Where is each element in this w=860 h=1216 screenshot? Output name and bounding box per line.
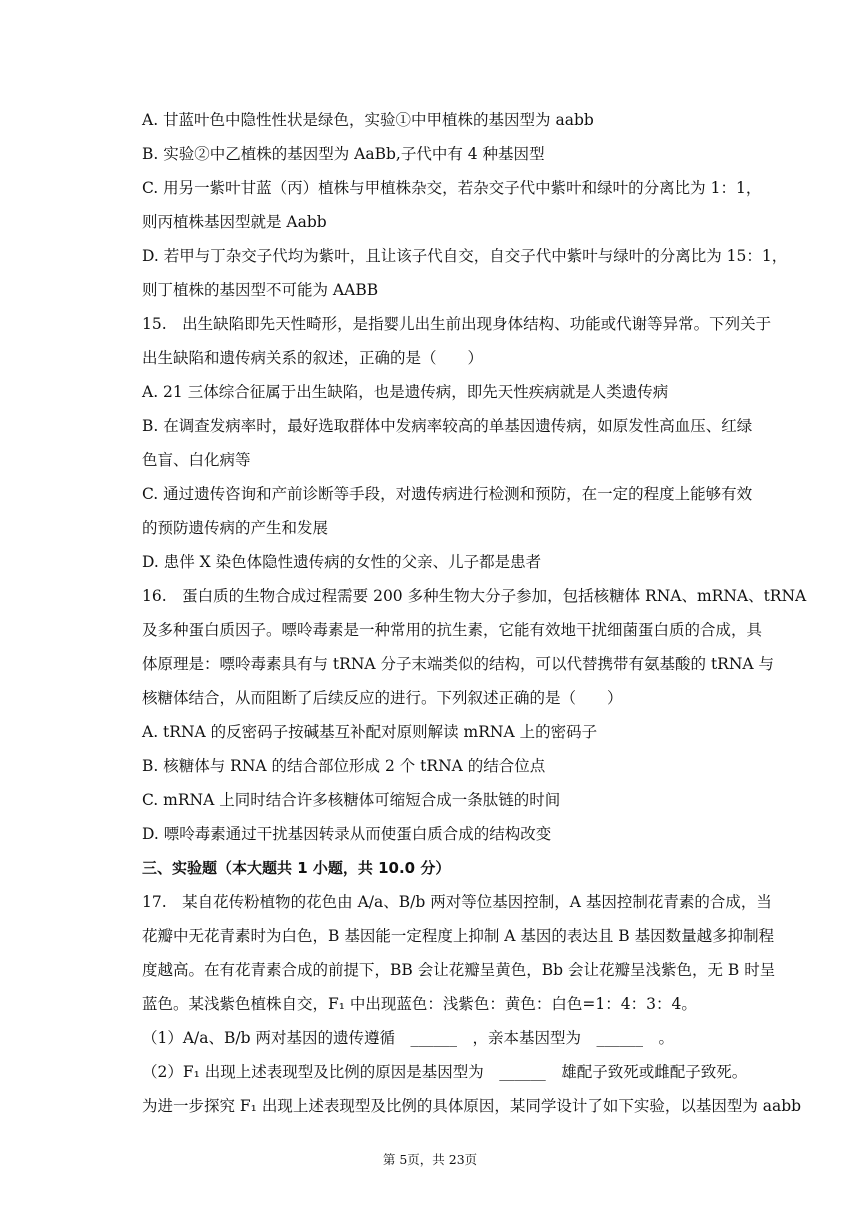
question-17-part-2: （2）F₁ 出现上述表现型及比例的原因是基因型为 ______ 雄配子致死或雌配子致死。 — [142, 1063, 748, 1081]
question-16-cont-3: 核糖体结合，从而阻断了后续反应的进行。下列叙述正确的是（ ） — [142, 689, 623, 707]
option-15d: D. 患伴 X 染色体隐性遗传病的女性的父亲、儿子都是患者 — [142, 553, 542, 571]
question-17-cont-2: 度越高。在有花青素合成的前提下，BB 会让花瓣呈黄色，Bb 会让花瓣呈浅紫色，无 B 时呈 — [142, 961, 776, 979]
question-17-part-1: （1）A/a、B/b 两对基因的遗传遵循 ______ ，亲本基因型为 ______ 。 — [142, 1029, 674, 1047]
section-heading-experiment: 三、实验题（本大题共 1 小题，共 10.0 分） — [142, 859, 451, 877]
option-14b: B. 实验②中乙植株的基因型为 AaBb,子代中有 4 种基因型 — [142, 145, 545, 163]
question-17-cont-1: 花瓣中无花青素时为白色，B 基因能一定程度上抑制 A 基因的表达且 B 基因数量越多抑制程 — [142, 927, 775, 945]
question-16-cont-2: 体原理是：嘌呤毒素具有与 tRNA 分子末端类似的结构，可以代替携带有氨基酸的 tRNA 与 — [142, 655, 775, 673]
page-footer: 第 5页，共 23页 — [382, 1152, 478, 1167]
option-16a: A. tRNA 的反密码子按碱基互补配对原则解读 mRNA 上的密码子 — [142, 723, 598, 741]
question-17: 17. 某自花传粉植物的花色由 A/a、B/b 两对等位基因控制，A 基因控制花青素的合成，当 — [142, 893, 772, 911]
option-16d: D. 嘌呤毒素通过干扰基因转录从而使蛋白质合成的结构改变 — [142, 825, 552, 843]
question-17-cont-4: 为进一步探究 F₁ 出现上述表现型及比例的具体原因，某同学设计了如下实验，以基因型为 aabb — [142, 1097, 802, 1115]
option-15b: B. 在调查发病率时，最好选取群体中发病率较高的单基因遗传病，如原发性高血压、红绿 — [142, 417, 753, 435]
option-14a: A. 甘蓝叶色中隐性性状是绿色，实验①中甲植株的基因型为 aabb — [142, 111, 594, 129]
question-17-cont-3: 蓝色。某浅紫色植株自交，F₁ 中出现蓝色：浅紫色：黄色：白色=1：4：3：4。 — [142, 995, 697, 1013]
option-14c-cont: 则丙植株基因型就是 Aabb — [142, 213, 327, 231]
option-14d-cont: 则丁植株的基因型不可能为 AABB — [142, 281, 379, 299]
option-15a: A. 21 三体综合征属于出生缺陷，也是遗传病，即先天性疾病就是人类遗传病 — [142, 383, 669, 401]
option-15c: C. 通过遗传咨询和产前诊断等手段，对遗传病进行检测和预防，在一定的程度上能够有效 — [142, 485, 753, 503]
option-15b-cont: 色盲、白化病等 — [142, 451, 251, 469]
option-16b: B. 核糖体与 RNA 的结合部位形成 2 个 tRNA 的结合位点 — [142, 757, 546, 775]
question-16: 16. 蛋白质的生物合成过程需要 200 多种生物大分子参加，包括核糖体 RNA、mRNA、tRNA — [142, 587, 807, 605]
option-16c: C. mRNA 上同时结合许多核糖体可缩短合成一条肽链的时间 — [142, 791, 561, 809]
question-16-cont-1: 及多种蛋白质因子。嘌呤毒素是一种常用的抗生素，它能有效地干扰细菌蛋白质的合成，具 — [142, 621, 763, 639]
option-14c: C. 用另一紫叶甘蓝（丙）植株与甲植株杂交，若杂交子代中紫叶和绿叶的分离比为 1：1， — [142, 179, 762, 197]
question-15: 15. 出生缺陷即先天性畸形，是指婴儿出生前出现身体结构、功能或代谢等异常。下列关于 — [142, 315, 772, 333]
option-14d: D. 若甲与丁杂交子代均为紫叶，且让该子代自交，自交子代中紫叶与绿叶的分离比为 15：1， — [142, 247, 788, 265]
option-15c-cont: 的预防遗传病的产生和发展 — [142, 519, 329, 537]
question-15-cont: 出生缺陷和遗传病关系的叙述，正确的是（ ） — [142, 349, 484, 367]
